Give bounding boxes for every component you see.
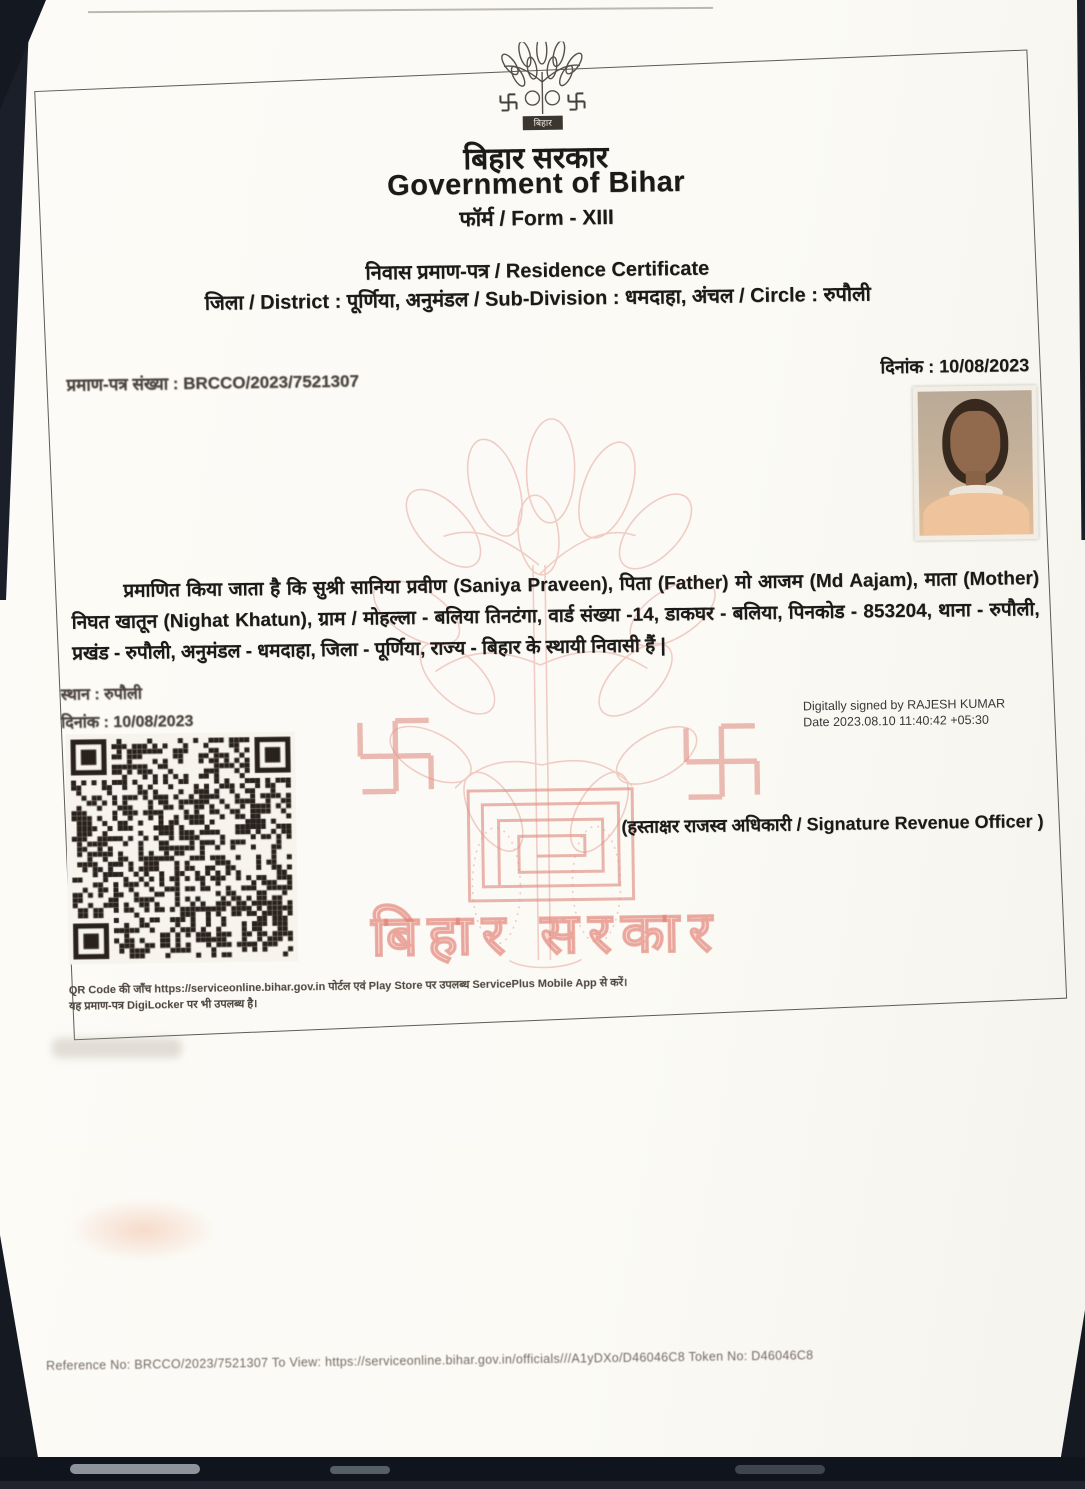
photo-shoulders (923, 492, 1030, 536)
scan-artifact-blob (330, 1466, 390, 1474)
emblem-plaque-text: बिहार (533, 117, 552, 129)
scan-artifact-blob (735, 1465, 825, 1474)
applicant-photo (913, 385, 1039, 541)
reference-line: Reference No: BRCCO/2023/7521307 To View: https://serviceonline.bihar.gov.in/officials///A1yDXo/D46046C8 Token No: D46046C8 (45, 1348, 814, 1373)
scan-artifact-blob (70, 1464, 200, 1474)
bihar-government-emblem (470, 41, 616, 143)
header-govt-hindi: बिहार सरकार (463, 141, 609, 177)
qr-code (65, 731, 298, 964)
header-form-number: फॉर्म / Form - XIII (459, 205, 614, 232)
place-line: स्थान : रुपौली (60, 685, 143, 704)
issue-date: दिनांक : 10/08/2023 (880, 355, 1030, 378)
digital-signature-line2: Date 2023.08.10 11:40:42 +05:30 (803, 712, 989, 730)
photo-face (950, 411, 1001, 478)
qr-note-line1: QR Code की जाँच https://serviceonline.bihar.gov.in पोर्टल एवं Play Store पर उपलब्ध ServicePlus Mobile App से करें। (68, 976, 628, 997)
digital-signature-block (803, 695, 1063, 731)
header-govt-english: Government of Bihar (386, 165, 686, 203)
district-subdivision-circle-line: जिला / District : पूर्णिया, अनुमंडल / Sub-Division : धमदाहा, अंचल / Circle : रुपौली (204, 283, 871, 315)
applicant-photo-image (918, 390, 1034, 536)
scan-smudge-pink (68, 1198, 218, 1262)
certificate-title: निवास प्रमाण-पत्र / Residence Certificate (365, 257, 710, 285)
scan-smudge (52, 1038, 182, 1058)
certificate-body-text: प्रमाणित किया जाता है कि सुश्री सानिया प्रवीण (Saniya Praveen), पिता (Father) मो आजम (Md Aajam), माता (Mother) निघत खातून (Nighat Khatun), ग्राम / मोहल्ला - बलिया तिनटंगा, वार्ड संख्या -14, डाकघर - बलिया, पिनकोड - 853204, थाना - रुपौली, प्रखंड - रुपौली, अनुमंडल - धमदाहा, जिला - पूर्णिया, राज्य - बिहार के स्थायी निवासी हैं | (71, 568, 1040, 665)
qr-note-line2: यह प्रमाण-पत्र DigiLocker पर भी उपलब्ध है। (68, 998, 258, 1013)
certificate-number: प्रमाण-पत्र संख्या : BRCCO/2023/7521307 (66, 371, 360, 395)
seal-text-watermark: बिहार सरकार (370, 899, 723, 968)
digital-signature-line1: Digitally signed by RAJESH KUMAR (802, 696, 1006, 714)
scan-edge-bottom-band (0, 1457, 1085, 1481)
revenue-officer-signature-line: (हस्ताक्षर राजस्व अधिकारी / Signature Revenue Officer ) (621, 811, 1044, 837)
footer-date-line: दिनांक : 10/08/2023 (60, 712, 194, 732)
